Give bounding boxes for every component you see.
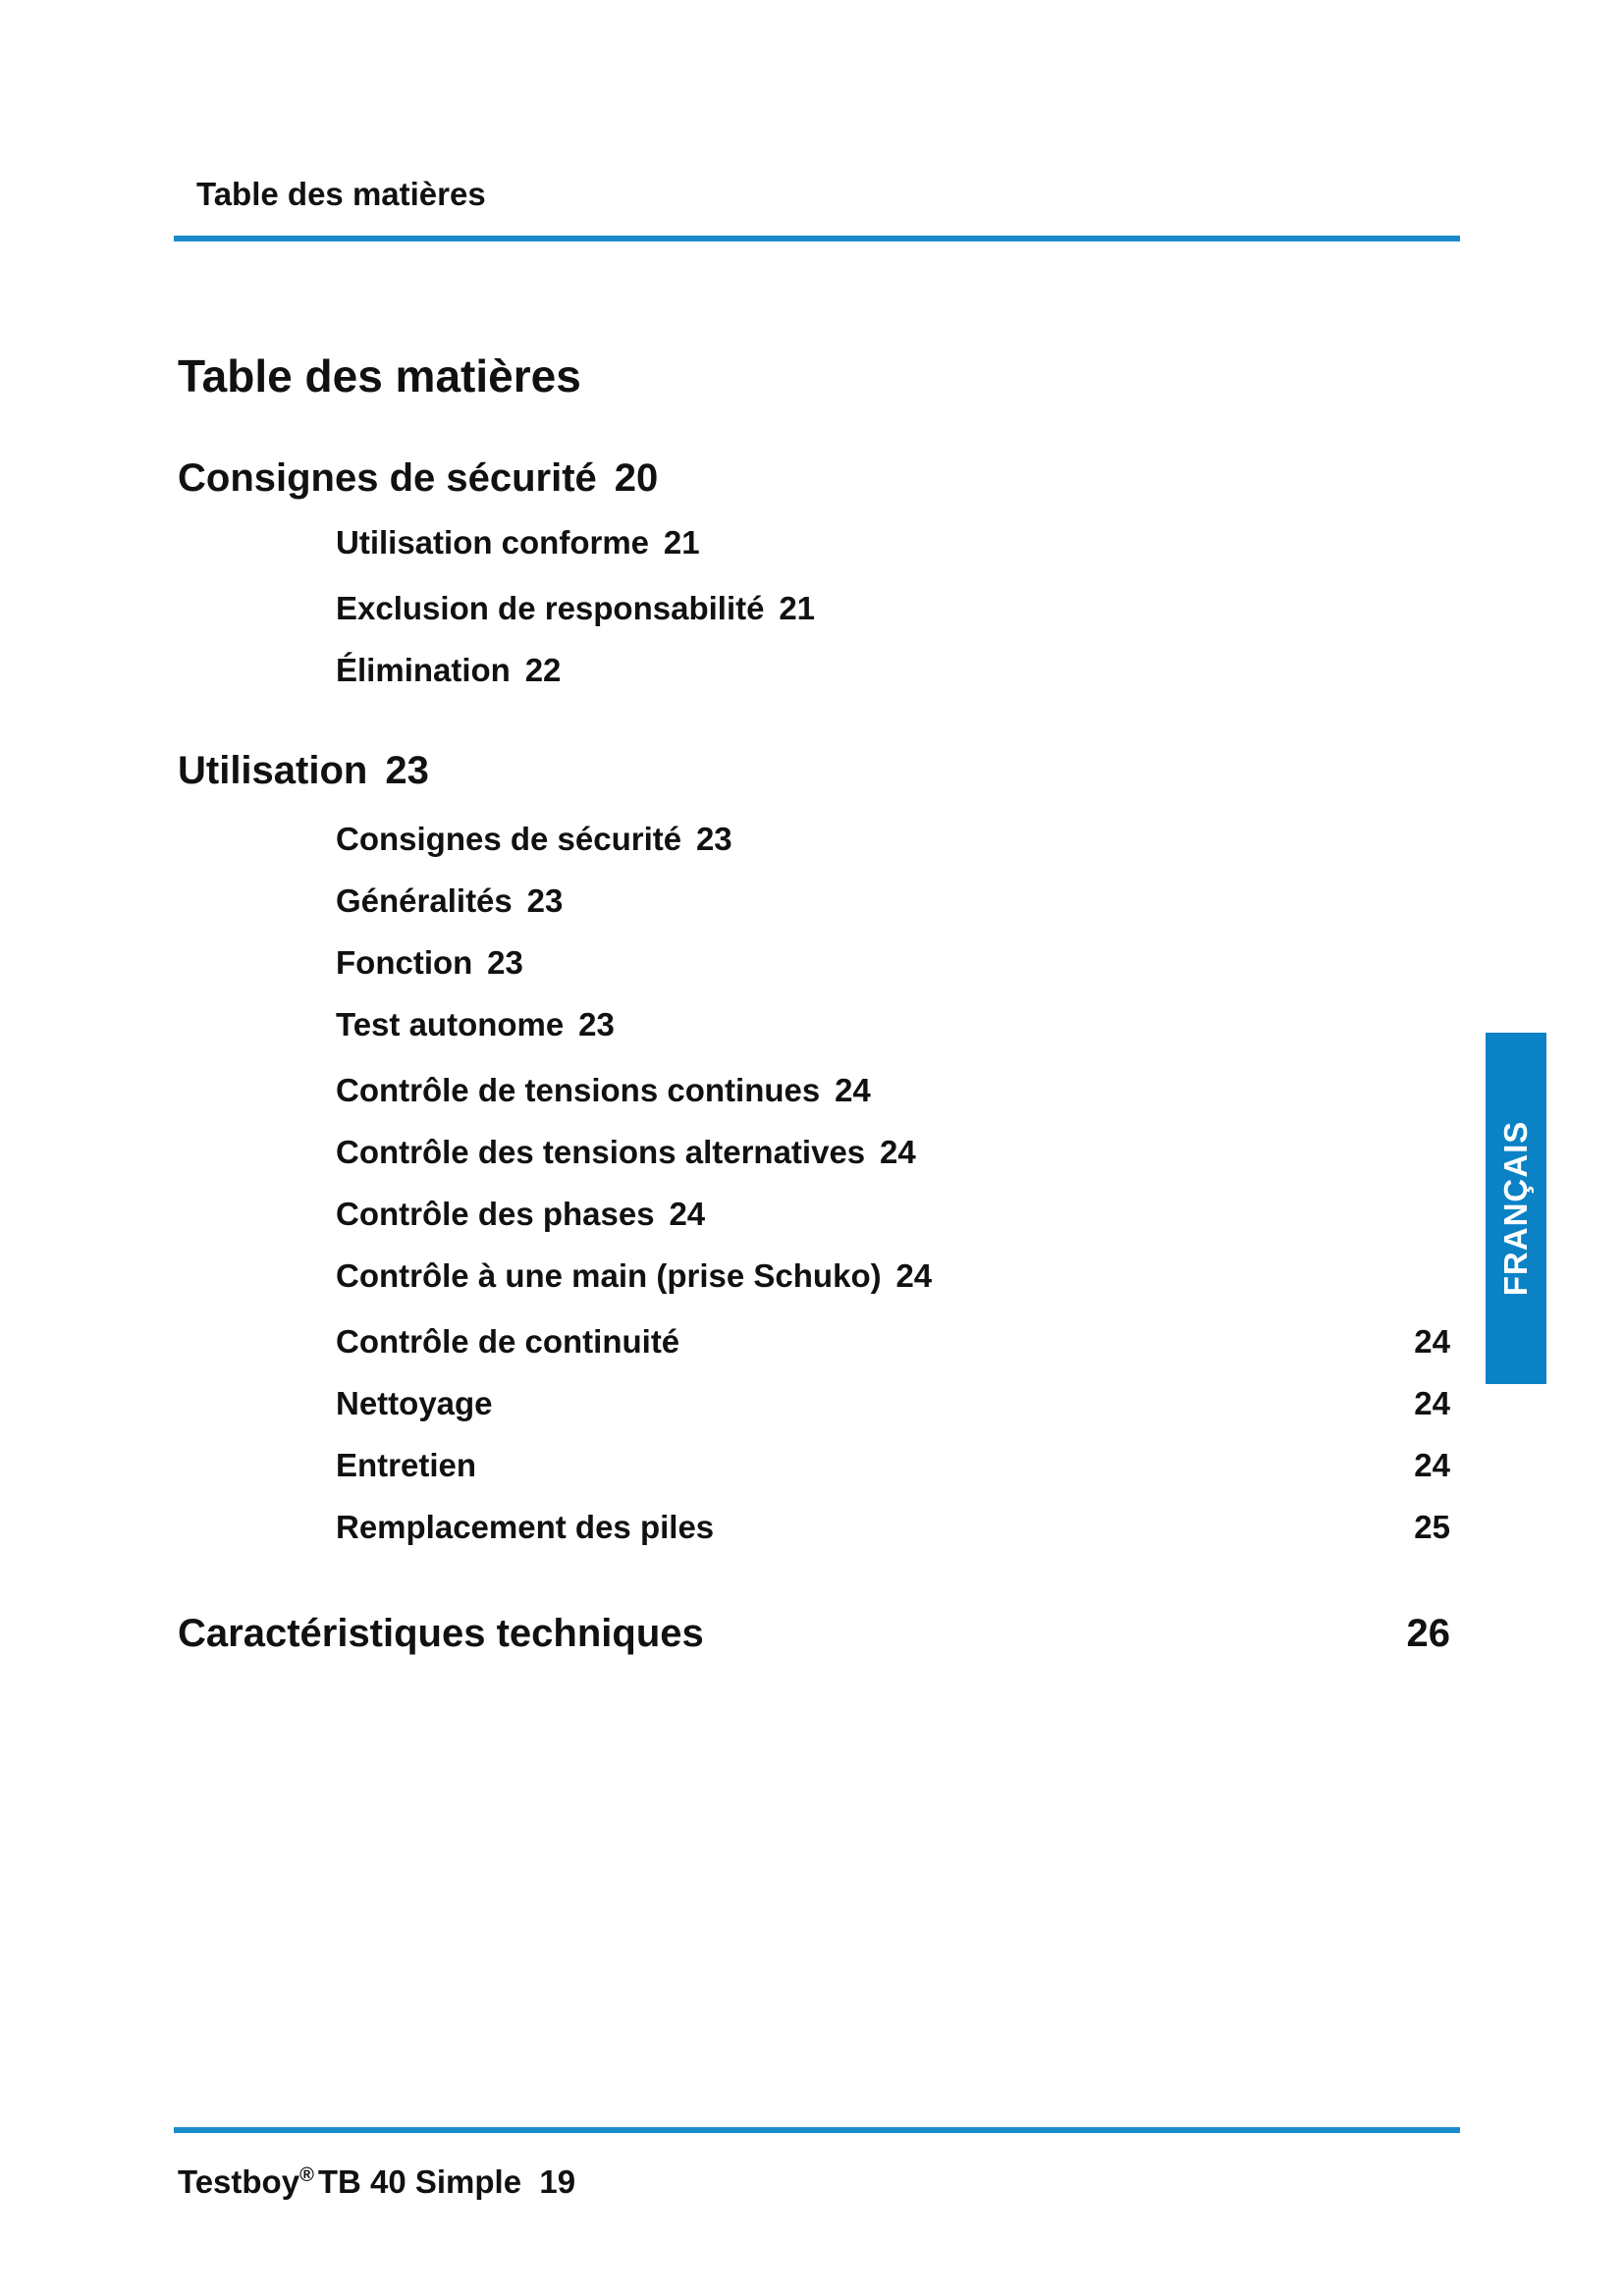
toc-section-page: 26	[1406, 1612, 1450, 1655]
toc-item-label: Entretien	[336, 1447, 477, 1483]
toc-item[interactable]	[336, 589, 815, 628]
toc-item-label: Contrôle à une main (prise Schuko)	[336, 1257, 882, 1294]
toc-item-page: 21	[779, 590, 816, 626]
toc-item-page: 24	[1414, 1447, 1450, 1483]
toc-item-page: 24	[669, 1196, 706, 1232]
language-tab[interactable]	[1486, 1033, 1546, 1384]
toc-item-page: 24	[835, 1072, 871, 1108]
toc-item-page: 25	[1414, 1509, 1450, 1545]
toc-item-page: 24	[1414, 1385, 1450, 1421]
toc-section-label: Caractéristiques techniques	[178, 1612, 704, 1655]
toc-item[interactable]	[336, 1133, 916, 1172]
toc-item[interactable]	[336, 651, 561, 690]
running-header-title: Table des matières	[196, 176, 486, 212]
toc-item-label: Consignes de sécurité	[336, 821, 682, 857]
page-title: Table des matières	[178, 350, 581, 401]
toc-item-label: Contrôle de tensions continues	[336, 1072, 821, 1108]
toc-item-label: Nettoyage	[336, 1385, 493, 1421]
toc-item[interactable]	[336, 1071, 871, 1110]
toc-section-page: 23	[385, 749, 429, 792]
footer-page-number: 19	[539, 2163, 576, 2200]
toc-item-page: 21	[663, 524, 700, 561]
toc-item-page: 24	[1414, 1323, 1450, 1360]
toc-item-page: 24	[895, 1257, 933, 1294]
toc-item[interactable]	[336, 1446, 476, 1485]
toc-item-label: Élimination	[336, 652, 511, 688]
toc-item[interactable]	[336, 1508, 714, 1547]
toc-section-label: Consignes de sécurité	[178, 456, 597, 500]
toc-item-label: Test autonome	[336, 1006, 565, 1042]
footer	[178, 2156, 575, 2202]
toc-item[interactable]	[336, 523, 700, 562]
footer-divider	[174, 2127, 1460, 2133]
toc-section-page: 20	[614, 456, 659, 500]
footer-model: TB 40 Simple	[317, 2163, 522, 2200]
toc-item-label: Utilisation conforme	[336, 524, 650, 561]
toc-item-label: Contrôle des phases	[336, 1196, 655, 1232]
toc-item[interactable]	[336, 1195, 705, 1234]
toc-item-page: 23	[526, 882, 564, 919]
toc-item-label: Exclusion de responsabilité	[336, 590, 765, 626]
toc-item-label: Remplacement des piles	[336, 1509, 715, 1545]
toc-section-safety[interactable]	[178, 454, 658, 502]
toc-item-label: Fonction	[336, 944, 473, 981]
toc-item-page: 22	[524, 652, 562, 688]
toc-item-label: Généralités	[336, 882, 513, 919]
toc-section-specs[interactable]	[178, 1610, 704, 1657]
language-tab-label: FRANÇAIS	[1497, 1120, 1534, 1297]
footer-brand: Testboy	[178, 2163, 300, 2200]
toc-item-label: Contrôle des tensions alternatives	[336, 1134, 866, 1170]
registered-mark: ®	[299, 2164, 314, 2186]
toc-item[interactable]	[336, 881, 563, 921]
toc-item[interactable]	[336, 1256, 932, 1296]
toc-item[interactable]	[336, 1005, 615, 1044]
toc-section-usage[interactable]	[178, 747, 429, 794]
toc-item-label: Contrôle de continuité	[336, 1323, 680, 1360]
toc-item[interactable]	[336, 1384, 493, 1423]
toc-item-page: 23	[487, 944, 523, 981]
toc-item[interactable]	[336, 943, 523, 983]
toc-item-page: 23	[695, 821, 732, 857]
toc-item[interactable]	[336, 820, 732, 859]
toc-section-label: Utilisation	[178, 749, 368, 792]
header-divider	[174, 236, 1460, 241]
toc-item-page: 23	[578, 1006, 615, 1042]
toc-item-page: 24	[880, 1134, 916, 1170]
